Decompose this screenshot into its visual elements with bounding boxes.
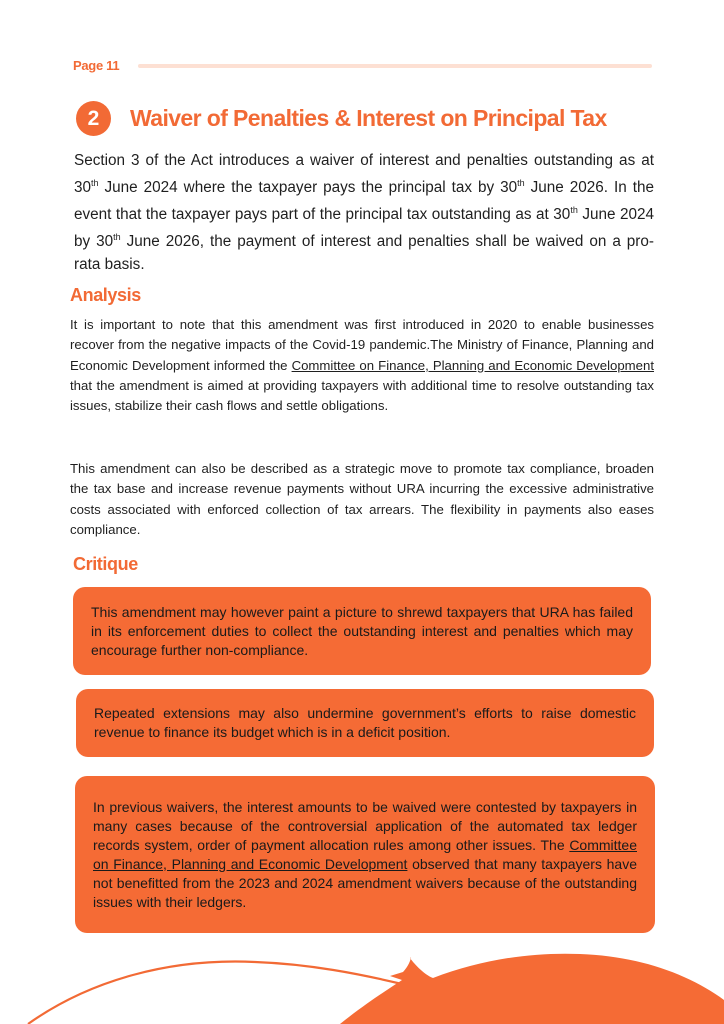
page-number-label: Page 11 [73,58,120,73]
footer-arc-outline [28,962,402,1024]
intro-text: June 2024 where the taxpayer pays the principal tax by 30 [98,179,518,197]
section-title-row [76,101,607,136]
critique-text: This amendment may however paint a picture to shrewd taxpayers that URA has failed in its enforcement duties to collect the outstanding interest and penalties which may encourage further non-compliance. [91,603,633,658]
decorative-footer-swoosh [0,940,724,1024]
critique-box-1 [73,587,651,675]
critique-box-2 [76,689,654,757]
section-intro-paragraph [74,149,654,276]
intro-text: June 2026, the payment of interest and penalties shall be waived on a pro-rata basis. [74,233,654,274]
critique-text-part: observed that many taxpayers have not benefitted from the 2023 and 2024 amendment waivers because of the outstanding issues with their ledgers. [93,855,637,910]
paragraph-text: It is important to note that this amendment was first introduced in 2020 to enable businesses recover from the negative impacts of the Covid-19 pandemic.The Ministry of Finance, Planning and Economic Development informed the [70,317,654,373]
committee-link[interactable]: Committee on Finance, Planning and Economic Development [93,836,637,872]
ordinal-suffix: th [517,178,525,188]
critique-text: Repeated extensions may also undermine government’s efforts to raise domestic revenue to finance its budget which is in a deficit position. [94,705,636,740]
critique-text-part: In previous waivers, the interest amounts to be waived were contested by taxpayers in many cases because of the controversial application of the automated tax ledger records system, order of payment allocation rules among other issues. The [93,798,637,853]
section-title: Waiver of Penalties & Interest on Principal Tax [130,105,607,131]
footer-filled-wave [340,954,724,1024]
ordinal-suffix: th [113,232,121,243]
intro-text: Section 3 of the Act introduces a waiver of interest and penalties outstanding as at 30 [74,152,654,197]
committee-link[interactable]: Committee on Finance, Planning and Economic Development [291,357,655,373]
paragraph-text: that the amendment is aimed at providing taxpayers with additional time to resolve outstanding tax issues, stabilize their cash flows and settle obligations. [70,377,654,414]
analysis-heading: Analysis [70,285,141,305]
section-number-badge: 2 [76,101,111,136]
ordinal-suffix: th [570,205,578,216]
analysis-paragraph-1 [70,315,654,416]
analysis-paragraph-2: This amendment can also be described as a strategic move to promote tax compliance, broaden the tax base and increase revenue payments without URA incurring the excessive administrative costs associated with enforced collection of tax arrears. The flexibility in payments also eases compliance. [70,461,654,537]
ordinal-suffix: th [91,178,99,188]
critique-box-3 [75,776,655,933]
intro-text: June 2026. In the event that the taxpayer pays part of the principal tax outstanding as at 30 [74,179,654,224]
intro-text: June 2024 by 30 [74,206,655,251]
header-divider [138,64,652,68]
critique-text [93,798,637,912]
critique-heading: Critique [73,554,138,574]
